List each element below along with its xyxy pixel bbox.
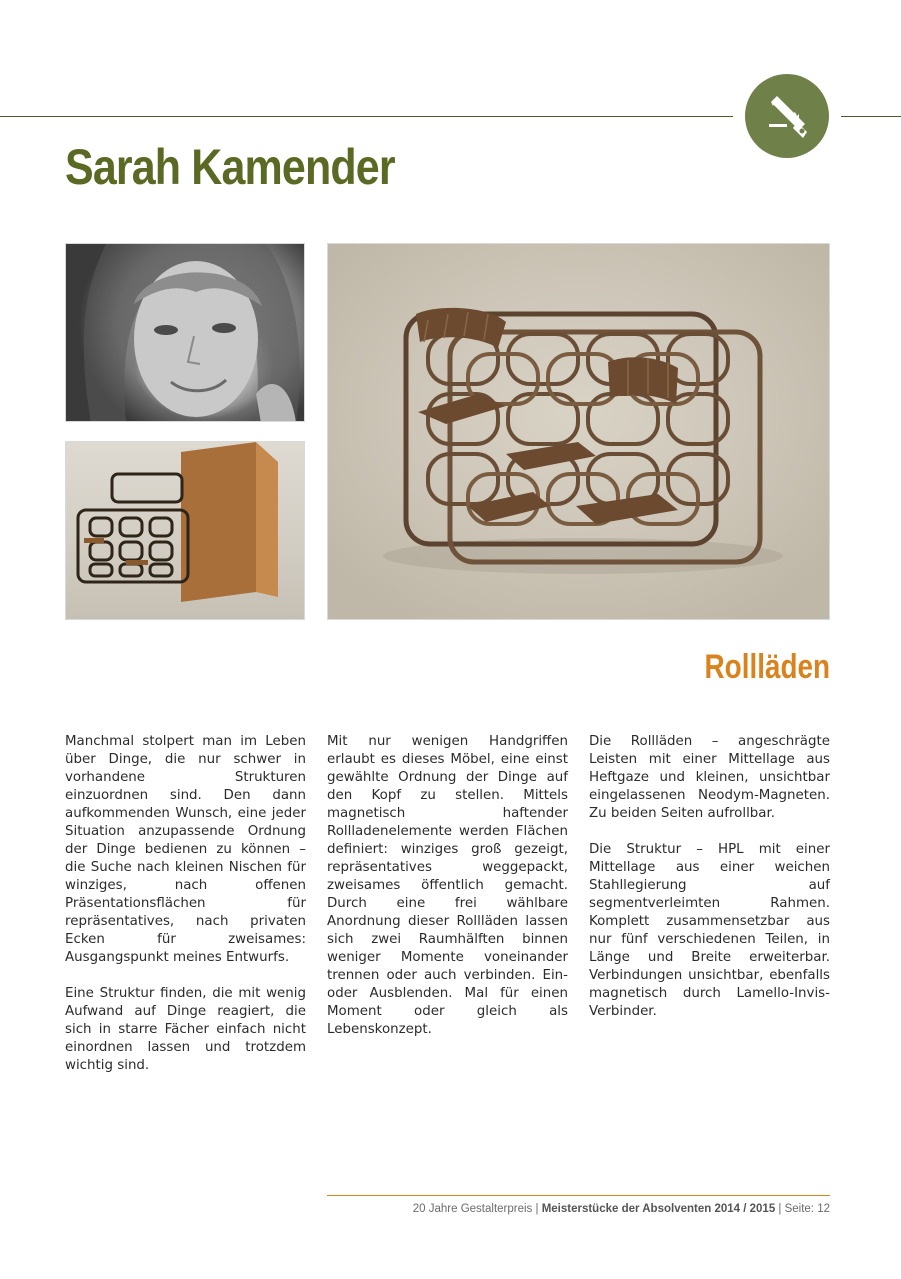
section-title: Rollläden — [704, 648, 830, 686]
paragraph: Die Rollläden – angeschrägte Leisten mit einer Mittellage aus Heftgaze und kleinen, unsichtbar eingelassenen Neodym-Magneten. Zu beiden Seiten aufrollbar. — [589, 734, 830, 821]
footer-issue-title: Meisterstücke der Absolventen 2014 / 2015 — [541, 1203, 776, 1215]
paragraph: Mit nur wenigen Handgriffen erlaubt es dieses Möbel, eine einst gewählte Ordnung der Dinge auf den Kopf zu stellen. Mittels magnetisch haftender Rollladenelemente werden Flächen definiert: winziges groß gezeigt, repräsentatives weggepackt, zweisames öffentlich gemacht. Durch eine frei wählbare Anordnung dieser Rollläden lassen sich zwei Raumhälften binnen weniger Momente voneinander trennen oder auch verbinden. Ein- oder Ausblenden. Mal für einen Moment oder gleich als Lebenskonzept. — [327, 734, 568, 1037]
footer-publication: 20 Jahre Gestalterpreis | — [412, 1203, 542, 1215]
furniture-photo — [327, 243, 830, 620]
header-rule-right — [841, 116, 901, 117]
portrait-photo — [65, 243, 305, 422]
footer-rule — [327, 1195, 830, 1196]
text-column-3 — [589, 733, 830, 1039]
footer — [413, 1203, 830, 1215]
saw-icon — [759, 88, 815, 144]
paragraph: Manchmal stolpert man im Leben über Dinge, die nur schwer in vorhandene Strukturen einzuordnen sind. Den dann aufkommenden Wunsch, eine jeder Situation anzupassende Ordnung der Dinge bedienen zu können – die Suche nach kleinen Nischen für winziges, nach offenen Präsentationsflächen für repräsentatives, nach privaten Ecken für zweisames: Ausgangspunkt meines Entwurfs. — [65, 734, 306, 965]
designer-name: Sarah Kamender — [65, 139, 395, 195]
paragraph: Eine Struktur finden, die mit wenig Aufwand auf Dinge reagiert, die sich in starre Fächer einfach nicht einordnen lassen und trotzdem wichtig sind. — [65, 986, 306, 1073]
footer-page-number: | Seite: 12 — [775, 1203, 830, 1215]
paragraph: Die Struktur – HPL mit einer Mittellage aus einer weichen Stahllegierung auf segmentverleimten Rahmen. Komplett zusammensetzbar aus nur fünf verschiedenen Teilen, in Länge und Breite erweiterbar. Verbindungen unsichtbar, ebenfalls magnetisch durch Lamello-Invis-Verbinder. — [589, 842, 830, 1019]
header-rule-left — [0, 116, 733, 117]
text-column-2 — [327, 733, 568, 1057]
model-photo — [65, 441, 305, 620]
text-column-1 — [65, 733, 306, 1093]
category-badge — [745, 74, 829, 158]
